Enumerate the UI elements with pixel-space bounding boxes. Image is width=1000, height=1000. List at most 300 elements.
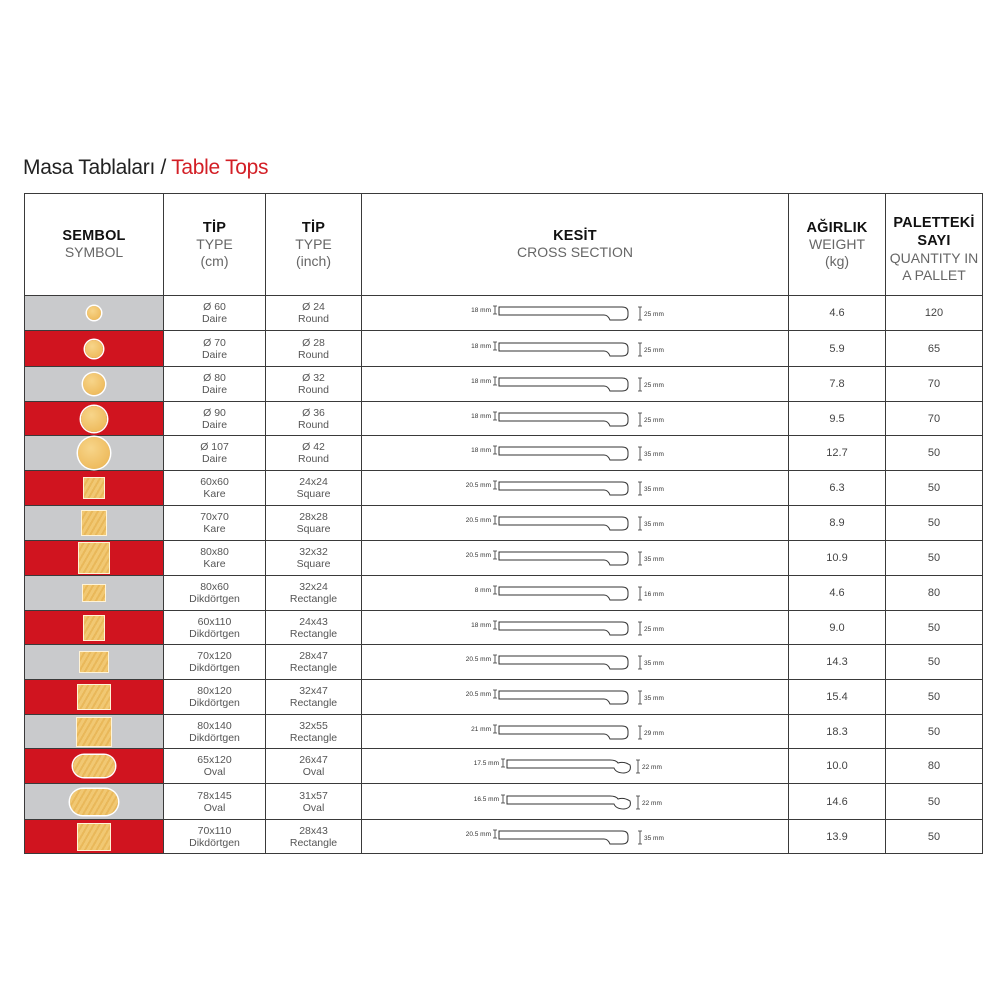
quantity-cell: 50 <box>886 820 983 854</box>
type-cm-cell <box>164 541 266 576</box>
total-dimension-mark <box>638 343 642 356</box>
type-cm-size: Ø 60 <box>203 301 226 313</box>
type-inch-cell <box>266 576 362 611</box>
edge-profile-outline <box>499 343 628 356</box>
cross-section-drawing <box>362 404 789 434</box>
type-inch-cell <box>266 436 362 471</box>
edge-profile-outline <box>499 691 628 704</box>
type-inch-shape: Rectangle <box>289 593 338 605</box>
edge-profile-outline <box>499 413 628 426</box>
header-type-inch-tr: TİP <box>301 219 326 236</box>
header-weight-tr: AĞIRLIK <box>806 219 868 236</box>
header-type-inch-unit: (inch) <box>295 252 331 269</box>
cross-section-cell <box>362 784 789 820</box>
header-type-cm-en: TYPE <box>196 235 233 252</box>
type-inch-cell <box>266 367 362 402</box>
header-qty-tr2: SAYI <box>917 232 951 249</box>
edge-thickness-label: 8 mm <box>474 587 491 594</box>
weight-cell: 4.6 <box>789 296 886 331</box>
edge-dimension-mark <box>493 655 497 663</box>
type-inch-size: Ø 42 <box>302 441 325 453</box>
total-dimension-mark <box>638 691 642 704</box>
total-dimension-mark <box>638 517 642 530</box>
type-inch-shape: Square <box>296 523 331 535</box>
type-cm-size: 65x120 <box>197 754 232 766</box>
edge-thickness-label: 18 mm <box>471 307 491 314</box>
type-inch-size: Ø 36 <box>302 406 325 419</box>
total-thickness-label: 22 mm <box>642 764 662 771</box>
header-type-cm <box>164 194 266 296</box>
symbol-cell <box>25 820 164 854</box>
table-row <box>25 541 983 576</box>
total-dimension-mark <box>638 378 642 391</box>
edge-thickness-label: 17.5 mm <box>473 760 499 767</box>
weight-cell: 10.9 <box>789 541 886 576</box>
type-cm-size: Ø 90 <box>203 406 226 419</box>
edge-thickness-label: 18 mm <box>471 378 491 385</box>
total-dimension-mark <box>636 796 640 809</box>
edge-thickness-label: 20.5 mm <box>465 656 491 663</box>
total-thickness-label: 35 mm <box>644 695 664 702</box>
page-title <box>23 156 268 180</box>
type-cm-shape: Kare <box>203 558 226 570</box>
header-row <box>25 194 983 296</box>
circle-table-symbol <box>87 306 101 320</box>
type-cm-cell <box>164 576 266 611</box>
symbol-cell <box>25 715 164 749</box>
table-row <box>25 367 983 402</box>
table-row <box>25 784 983 820</box>
cross-section-cell <box>362 541 789 576</box>
cross-section-drawing <box>362 369 789 399</box>
quantity-cell: 65 <box>886 331 983 367</box>
square-table-symbol <box>79 543 109 573</box>
cross-section-drawing <box>362 647 789 677</box>
weight-cell: 6.3 <box>789 471 886 506</box>
quantity-cell: 70 <box>886 402 983 436</box>
edge-thickness-label: 16.5 mm <box>473 795 499 803</box>
edge-profile-outline <box>499 307 628 320</box>
type-inch-size: 28x47 <box>299 650 328 662</box>
type-cm-cell <box>164 506 266 541</box>
type-inch-size: 32x55 <box>299 719 328 732</box>
type-inch-size: Ø 32 <box>302 372 325 384</box>
circle-table-symbol <box>83 373 105 395</box>
edge-profile-outline <box>499 831 628 844</box>
quantity-cell: 50 <box>886 784 983 820</box>
symbol-cell <box>25 645 164 680</box>
type-inch-cell <box>266 331 362 367</box>
type-cm-cell <box>164 680 266 715</box>
cross-section-cell <box>362 715 789 749</box>
type-inch-cell <box>266 715 362 749</box>
weight-cell: 18.3 <box>789 715 886 749</box>
type-inch-shape: Round <box>298 418 329 431</box>
type-cm-size: 70x120 <box>197 650 232 662</box>
type-cm-shape: Daire <box>201 453 228 465</box>
cross-section-cell <box>362 749 789 784</box>
type-cm-cell <box>164 715 266 749</box>
edge-dimension-mark <box>493 377 497 385</box>
cross-section-cell <box>362 820 789 854</box>
table-row <box>25 436 983 471</box>
type-cm-shape: Daire <box>201 313 228 325</box>
header-type-inch-en: TYPE <box>295 235 332 252</box>
weight-cell: 12.7 <box>789 436 886 471</box>
header-qty-en1: QUANTITY IN <box>889 249 979 266</box>
header-weight <box>789 194 886 296</box>
table-row <box>25 402 983 436</box>
type-cm-shape: Dikdörtgen <box>189 662 240 674</box>
type-cm-cell <box>164 820 266 854</box>
weight-cell: 9.0 <box>789 611 886 645</box>
cross-section-drawing <box>362 751 789 781</box>
total-dimension-mark <box>636 760 640 773</box>
type-cm-shape: Oval <box>203 766 226 778</box>
total-dimension-mark <box>638 552 642 565</box>
cross-section-drawing <box>362 717 789 747</box>
edge-thickness-label: 21 mm <box>471 725 491 733</box>
edge-dimension-mark <box>493 516 497 524</box>
page-title-en: Table Tops <box>171 156 269 179</box>
cross-section-cell <box>362 645 789 680</box>
edge-thickness-label: 18 mm <box>471 447 491 454</box>
type-inch-cell <box>266 402 362 436</box>
page-title-tr: Masa Tablaları / <box>23 156 167 179</box>
type-cm-cell <box>164 331 266 367</box>
quantity-cell: 70 <box>886 367 983 402</box>
edge-dimension-mark <box>501 795 505 803</box>
type-cm-size: Ø 80 <box>203 372 226 384</box>
header-section-tr: KESİT <box>553 228 597 244</box>
total-thickness-label: 25 mm <box>644 382 664 389</box>
total-thickness-label: 35 mm <box>644 660 664 667</box>
edge-profile-outline <box>499 482 628 495</box>
cross-section-cell <box>362 471 789 506</box>
weight-cell: 8.9 <box>789 506 886 541</box>
type-cm-shape: Dikdörtgen <box>189 593 240 605</box>
quantity-cell: 50 <box>886 436 983 471</box>
symbol-cell <box>25 367 164 402</box>
circle-table-symbol <box>85 340 103 358</box>
edge-thickness-label: 18 mm <box>471 621 491 629</box>
type-cm-size: 60x110 <box>197 615 232 628</box>
cross-section-drawing <box>362 298 789 328</box>
total-thickness-label: 35 mm <box>644 521 664 528</box>
symbol-cell <box>25 471 164 506</box>
quantity-cell: 50 <box>886 611 983 645</box>
rect-table-symbol <box>84 616 104 640</box>
cross-section-cell <box>362 436 789 471</box>
table-row <box>25 715 983 749</box>
type-inch-size: 24x24 <box>299 476 328 488</box>
weight-cell: 9.5 <box>789 402 886 436</box>
symbol-cell <box>25 680 164 715</box>
type-inch-shape: Rectangle <box>289 697 338 709</box>
edge-dimension-mark <box>493 342 497 350</box>
type-cm-cell <box>164 471 266 506</box>
rect-table-symbol <box>77 718 111 746</box>
edge-thickness-label: 20.5 mm <box>465 691 491 698</box>
type-inch-size: 24x43 <box>299 615 328 628</box>
type-inch-cell <box>266 471 362 506</box>
type-cm-size: 70x70 <box>200 511 229 523</box>
symbol-cell <box>25 402 164 436</box>
type-cm-size: Ø 107 <box>200 441 229 453</box>
type-inch-size: 26x47 <box>299 754 328 766</box>
symbol-cell <box>25 576 164 611</box>
total-dimension-mark <box>638 831 642 844</box>
quantity-cell: 80 <box>886 749 983 784</box>
rect-table-symbol <box>83 585 105 601</box>
type-inch-shape: Rectangle <box>289 836 338 849</box>
total-dimension-mark <box>638 482 642 495</box>
table-row <box>25 471 983 506</box>
weight-cell: 14.3 <box>789 645 886 680</box>
cross-section-cell <box>362 576 789 611</box>
type-inch-size: 31x57 <box>299 789 328 802</box>
type-inch-shape: Round <box>298 313 329 325</box>
header-weight-unit: (kg) <box>824 252 850 269</box>
cross-section-drawing <box>362 822 789 852</box>
header-symbol-tr: SEMBOL <box>62 228 126 244</box>
type-cm-cell <box>164 436 266 471</box>
cross-section-cell <box>362 680 789 715</box>
total-dimension-mark <box>638 656 642 669</box>
type-inch-shape: Round <box>298 348 329 361</box>
type-cm-size: 80x60 <box>200 581 229 593</box>
type-inch-shape: Rectangle <box>289 731 338 744</box>
table-row <box>25 645 983 680</box>
quantity-cell: 50 <box>886 506 983 541</box>
edge-profile-outline <box>499 447 628 460</box>
type-inch-size: 32x47 <box>299 685 328 697</box>
edge-profile-outline <box>507 796 630 809</box>
rect-table-symbol <box>78 685 110 709</box>
cross-section-drawing <box>362 438 789 468</box>
header-section-en: CROSS SECTION <box>517 244 633 260</box>
total-thickness-label: 25 mm <box>644 346 664 354</box>
edge-profile-outline <box>499 622 628 635</box>
total-dimension-mark <box>638 447 642 460</box>
type-cm-shape: Daire <box>201 348 228 361</box>
weight-cell: 5.9 <box>789 331 886 367</box>
cross-section-drawing <box>362 787 789 817</box>
rect-table-symbol <box>80 652 108 672</box>
edge-thickness-label: 20.5 mm <box>465 830 491 838</box>
type-cm-shape: Daire <box>201 418 228 431</box>
type-inch-shape: Rectangle <box>289 662 338 674</box>
edge-dimension-mark <box>493 551 497 559</box>
header-type-inch <box>266 194 362 296</box>
table-row <box>25 576 983 611</box>
weight-cell: 15.4 <box>789 680 886 715</box>
symbol-cell <box>25 749 164 784</box>
type-cm-shape: Oval <box>203 801 226 814</box>
edge-profile-outline <box>499 587 628 600</box>
cross-section-drawing <box>362 578 789 608</box>
type-cm-cell <box>164 296 266 331</box>
edge-profile-outline <box>499 656 628 669</box>
type-cm-size: 60x60 <box>200 476 229 488</box>
square-table-symbol <box>82 511 106 535</box>
type-inch-cell <box>266 541 362 576</box>
type-inch-shape: Oval <box>302 766 325 778</box>
type-inch-cell <box>266 680 362 715</box>
type-inch-size: 28x43 <box>299 824 328 837</box>
weight-cell: 4.6 <box>789 576 886 611</box>
total-thickness-label: 16 mm <box>644 591 664 598</box>
total-thickness-label: 35 mm <box>644 486 664 493</box>
edge-profile-outline <box>499 378 628 391</box>
total-dimension-mark <box>638 587 642 600</box>
type-cm-shape: Dikdörtgen <box>189 731 240 744</box>
quantity-cell: 50 <box>886 680 983 715</box>
symbol-cell <box>25 784 164 820</box>
cross-section-drawing <box>362 473 789 503</box>
type-cm-shape: Kare <box>203 523 226 535</box>
square-table-symbol <box>84 478 104 498</box>
quantity-cell: 120 <box>886 296 983 331</box>
total-dimension-mark <box>638 307 642 320</box>
edge-thickness-label: 20.5 mm <box>465 482 491 489</box>
cross-section-cell <box>362 506 789 541</box>
total-dimension-mark <box>638 726 642 739</box>
edge-dimension-mark <box>493 412 497 420</box>
total-dimension-mark <box>638 413 642 426</box>
type-inch-size: 32x32 <box>299 546 328 558</box>
table-row <box>25 611 983 645</box>
quantity-cell: 50 <box>886 715 983 749</box>
table-row <box>25 749 983 784</box>
type-inch-size: 32x24 <box>299 581 328 593</box>
edge-dimension-mark <box>493 830 497 838</box>
edge-profile-outline <box>499 726 628 739</box>
symbol-cell <box>25 506 164 541</box>
type-inch-cell <box>266 784 362 820</box>
type-inch-size: Ø 24 <box>302 301 325 313</box>
table-row <box>25 506 983 541</box>
edge-thickness-label: 18 mm <box>471 412 491 420</box>
header-weight-en: WEIGHT <box>809 235 865 252</box>
symbol-cell <box>25 331 164 367</box>
header-section <box>362 194 789 296</box>
symbol-cell <box>25 541 164 576</box>
edge-dimension-mark <box>493 621 497 629</box>
cross-section-cell <box>362 331 789 367</box>
edge-profile-outline <box>499 552 628 565</box>
cross-section-drawing <box>362 543 789 573</box>
table-row <box>25 820 983 854</box>
type-cm-cell <box>164 402 266 436</box>
total-thickness-label: 35 mm <box>644 834 664 842</box>
edge-thickness-label: 18 mm <box>471 342 491 350</box>
type-inch-shape: Square <box>296 558 331 570</box>
cross-section-drawing <box>362 682 789 712</box>
type-cm-shape: Dikdörtgen <box>189 697 240 709</box>
type-cm-cell <box>164 611 266 645</box>
table-row <box>25 296 983 331</box>
edge-thickness-label: 20.5 mm <box>465 552 491 559</box>
type-inch-cell <box>266 820 362 854</box>
type-cm-size: 78x145 <box>197 789 232 802</box>
type-inch-cell <box>266 296 362 331</box>
header-type-cm-unit: (cm) <box>200 252 229 269</box>
total-dimension-mark <box>638 622 642 635</box>
symbol-cell <box>25 611 164 645</box>
cross-section-cell <box>362 367 789 402</box>
type-cm-size: 70x110 <box>197 824 232 837</box>
oval-table-symbol <box>73 755 115 777</box>
type-inch-cell <box>266 645 362 680</box>
edge-dimension-mark <box>501 759 505 767</box>
type-cm-size: Ø 70 <box>203 336 226 349</box>
weight-cell: 14.6 <box>789 784 886 820</box>
edge-profile-outline <box>499 517 628 530</box>
weight-cell: 7.8 <box>789 367 886 402</box>
quantity-cell: 50 <box>886 471 983 506</box>
type-inch-cell <box>266 506 362 541</box>
cross-section-cell <box>362 402 789 436</box>
edge-dimension-mark <box>493 306 497 314</box>
total-thickness-label: 29 mm <box>644 729 664 737</box>
cross-section-drawing <box>362 508 789 538</box>
header-qty <box>886 194 983 296</box>
type-inch-cell <box>266 611 362 645</box>
oval-table-symbol <box>70 789 118 815</box>
total-thickness-label: 35 mm <box>644 556 664 563</box>
type-cm-size: 80x80 <box>200 546 229 558</box>
type-inch-size: 28x28 <box>299 511 328 523</box>
header-qty-en2: A PALLET <box>902 266 966 283</box>
total-thickness-label: 25 mm <box>644 625 664 633</box>
edge-dimension-mark <box>493 446 497 454</box>
total-thickness-label: 22 mm <box>642 799 662 807</box>
header-type-cm-tr: TİP <box>202 219 227 236</box>
cross-section-cell <box>362 296 789 331</box>
rect-table-symbol <box>78 824 110 850</box>
total-thickness-label: 25 mm <box>644 311 664 318</box>
cross-section-cell <box>362 611 789 645</box>
type-inch-cell <box>266 749 362 784</box>
type-cm-cell <box>164 645 266 680</box>
symbol-cell <box>25 436 164 471</box>
circle-table-symbol <box>78 437 110 469</box>
edge-dimension-mark <box>493 481 497 489</box>
type-inch-shape: Oval <box>302 801 325 814</box>
cross-section-drawing <box>362 334 789 364</box>
edge-thickness-label: 20.5 mm <box>465 517 491 524</box>
type-cm-shape: Daire <box>201 384 228 396</box>
header-symbol <box>25 194 164 296</box>
table-row <box>25 331 983 367</box>
quantity-cell: 50 <box>886 645 983 680</box>
type-cm-shape: Kare <box>203 488 226 500</box>
edge-dimension-mark <box>493 725 497 733</box>
edge-dimension-mark <box>493 586 497 594</box>
type-cm-shape: Dikdörtgen <box>189 836 240 849</box>
weight-cell: 13.9 <box>789 820 886 854</box>
symbol-cell <box>25 296 164 331</box>
table-tops-spec-table <box>24 193 983 854</box>
total-thickness-label: 35 mm <box>644 451 664 458</box>
type-inch-shape: Square <box>296 488 331 500</box>
cross-section-drawing <box>362 613 789 643</box>
type-cm-size: 80x140 <box>197 719 232 732</box>
total-thickness-label: 25 mm <box>644 416 664 424</box>
quantity-cell: 50 <box>886 541 983 576</box>
quantity-cell: 80 <box>886 576 983 611</box>
